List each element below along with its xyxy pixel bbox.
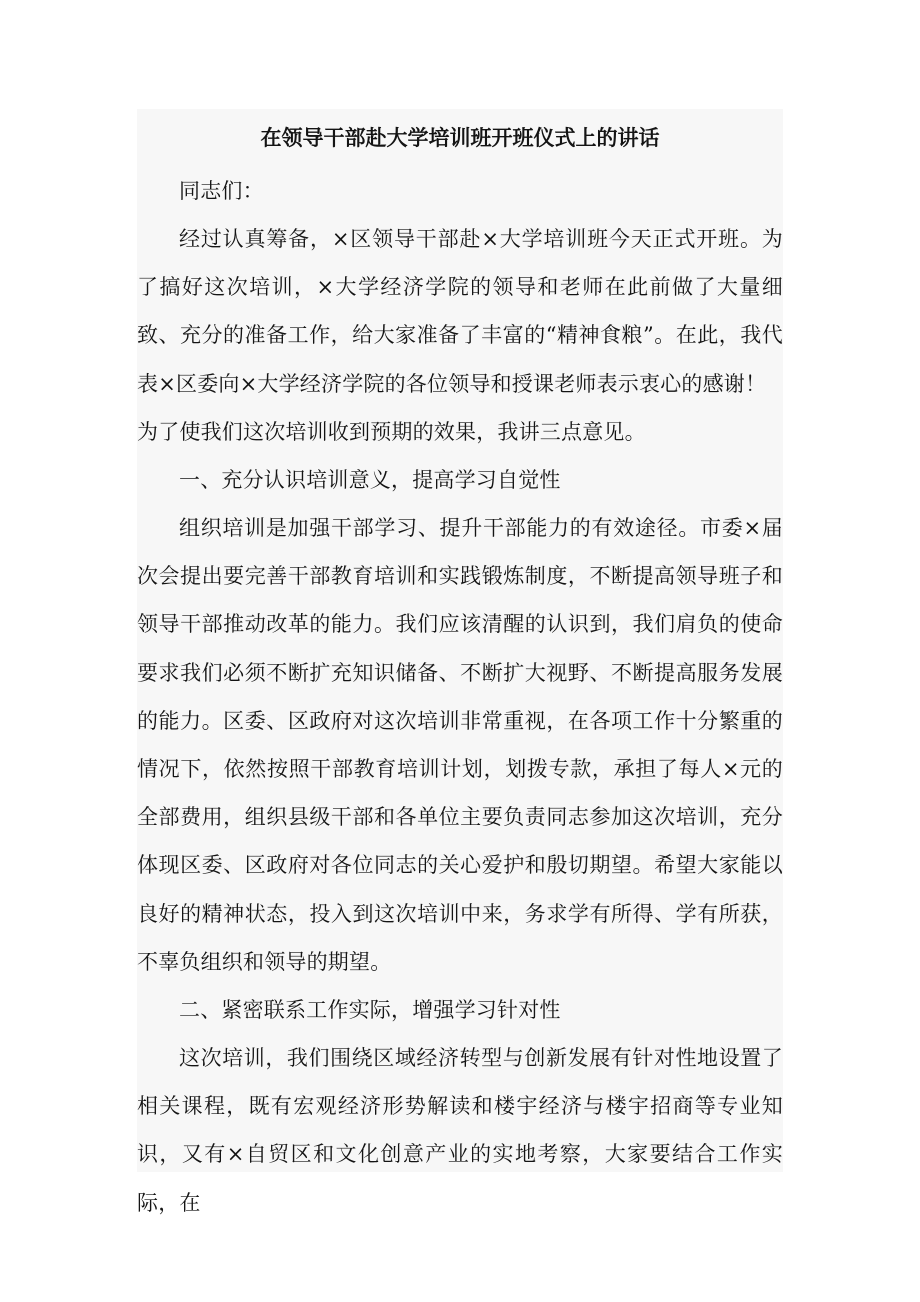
paragraph-three-points: 为了使我们这次培训收到预期的效果，我讲三点意见。 — [137, 420, 646, 444]
paragraph-opening: 经过认真筹备，×区领导干部赴×大学培训班今天正式开班。为了搞好这次培训，×大学经济学院的领导和老师在此前做了大量细致、充分的准备工作，给大家准备了丰富的“精神食粮”。在此，我代表×区委向×大学经济学院的各位领导和授课老师表示衷心的感谢！ — [137, 227, 783, 396]
document-title: 在领导干部赴大学培训班开班仪式上的讲话 — [260, 125, 660, 150]
salutation: 同志们： — [179, 179, 264, 203]
section-heading-1: 一、充分认识培训意义，提高学习自觉性 — [179, 468, 561, 492]
document-body — [137, 109, 783, 1215]
paragraph-section-2: 这次培训，我们围绕区域经济转型与创新发展有针对性地设置了相关课程，既有宏观经济形势解读和楼宇经济与楼宇招商等专业知识，又有×自贸区和文化创意产业的实地考察，大家要结合工作实际，在 — [137, 1046, 783, 1215]
paragraph-section-1: 组织培训是加强干部学习、提升干部能力的有效途径。市委×届次会提出要完善干部教育培训和实践锻炼制度，不断提高领导班子和领导干部推动改革的能力。我们应该清醒的认识到，我们肩负的使命要求我们必须不断扩充知识储备、不断扩大视野、不断提高服务发展的能力。区委、区政府对这次培训非常重视，在各项工作十分繁重的情况下，依然按照干部教育培训计划，划拨专款，承担了每人×元的全部费用，组织县级干部和各单位主要负责同志参加这次培训，充分体现区委、区政府对各位同志的关心爱护和殷切期望。希望大家能以良好的精神状态，投入到这次培训中来，务求学有所得、学有所获，不辜负组织和领导的期望。 — [137, 516, 783, 974]
section-heading-2: 二、紧密联系工作实际，增强学习针对性 — [179, 998, 561, 1022]
